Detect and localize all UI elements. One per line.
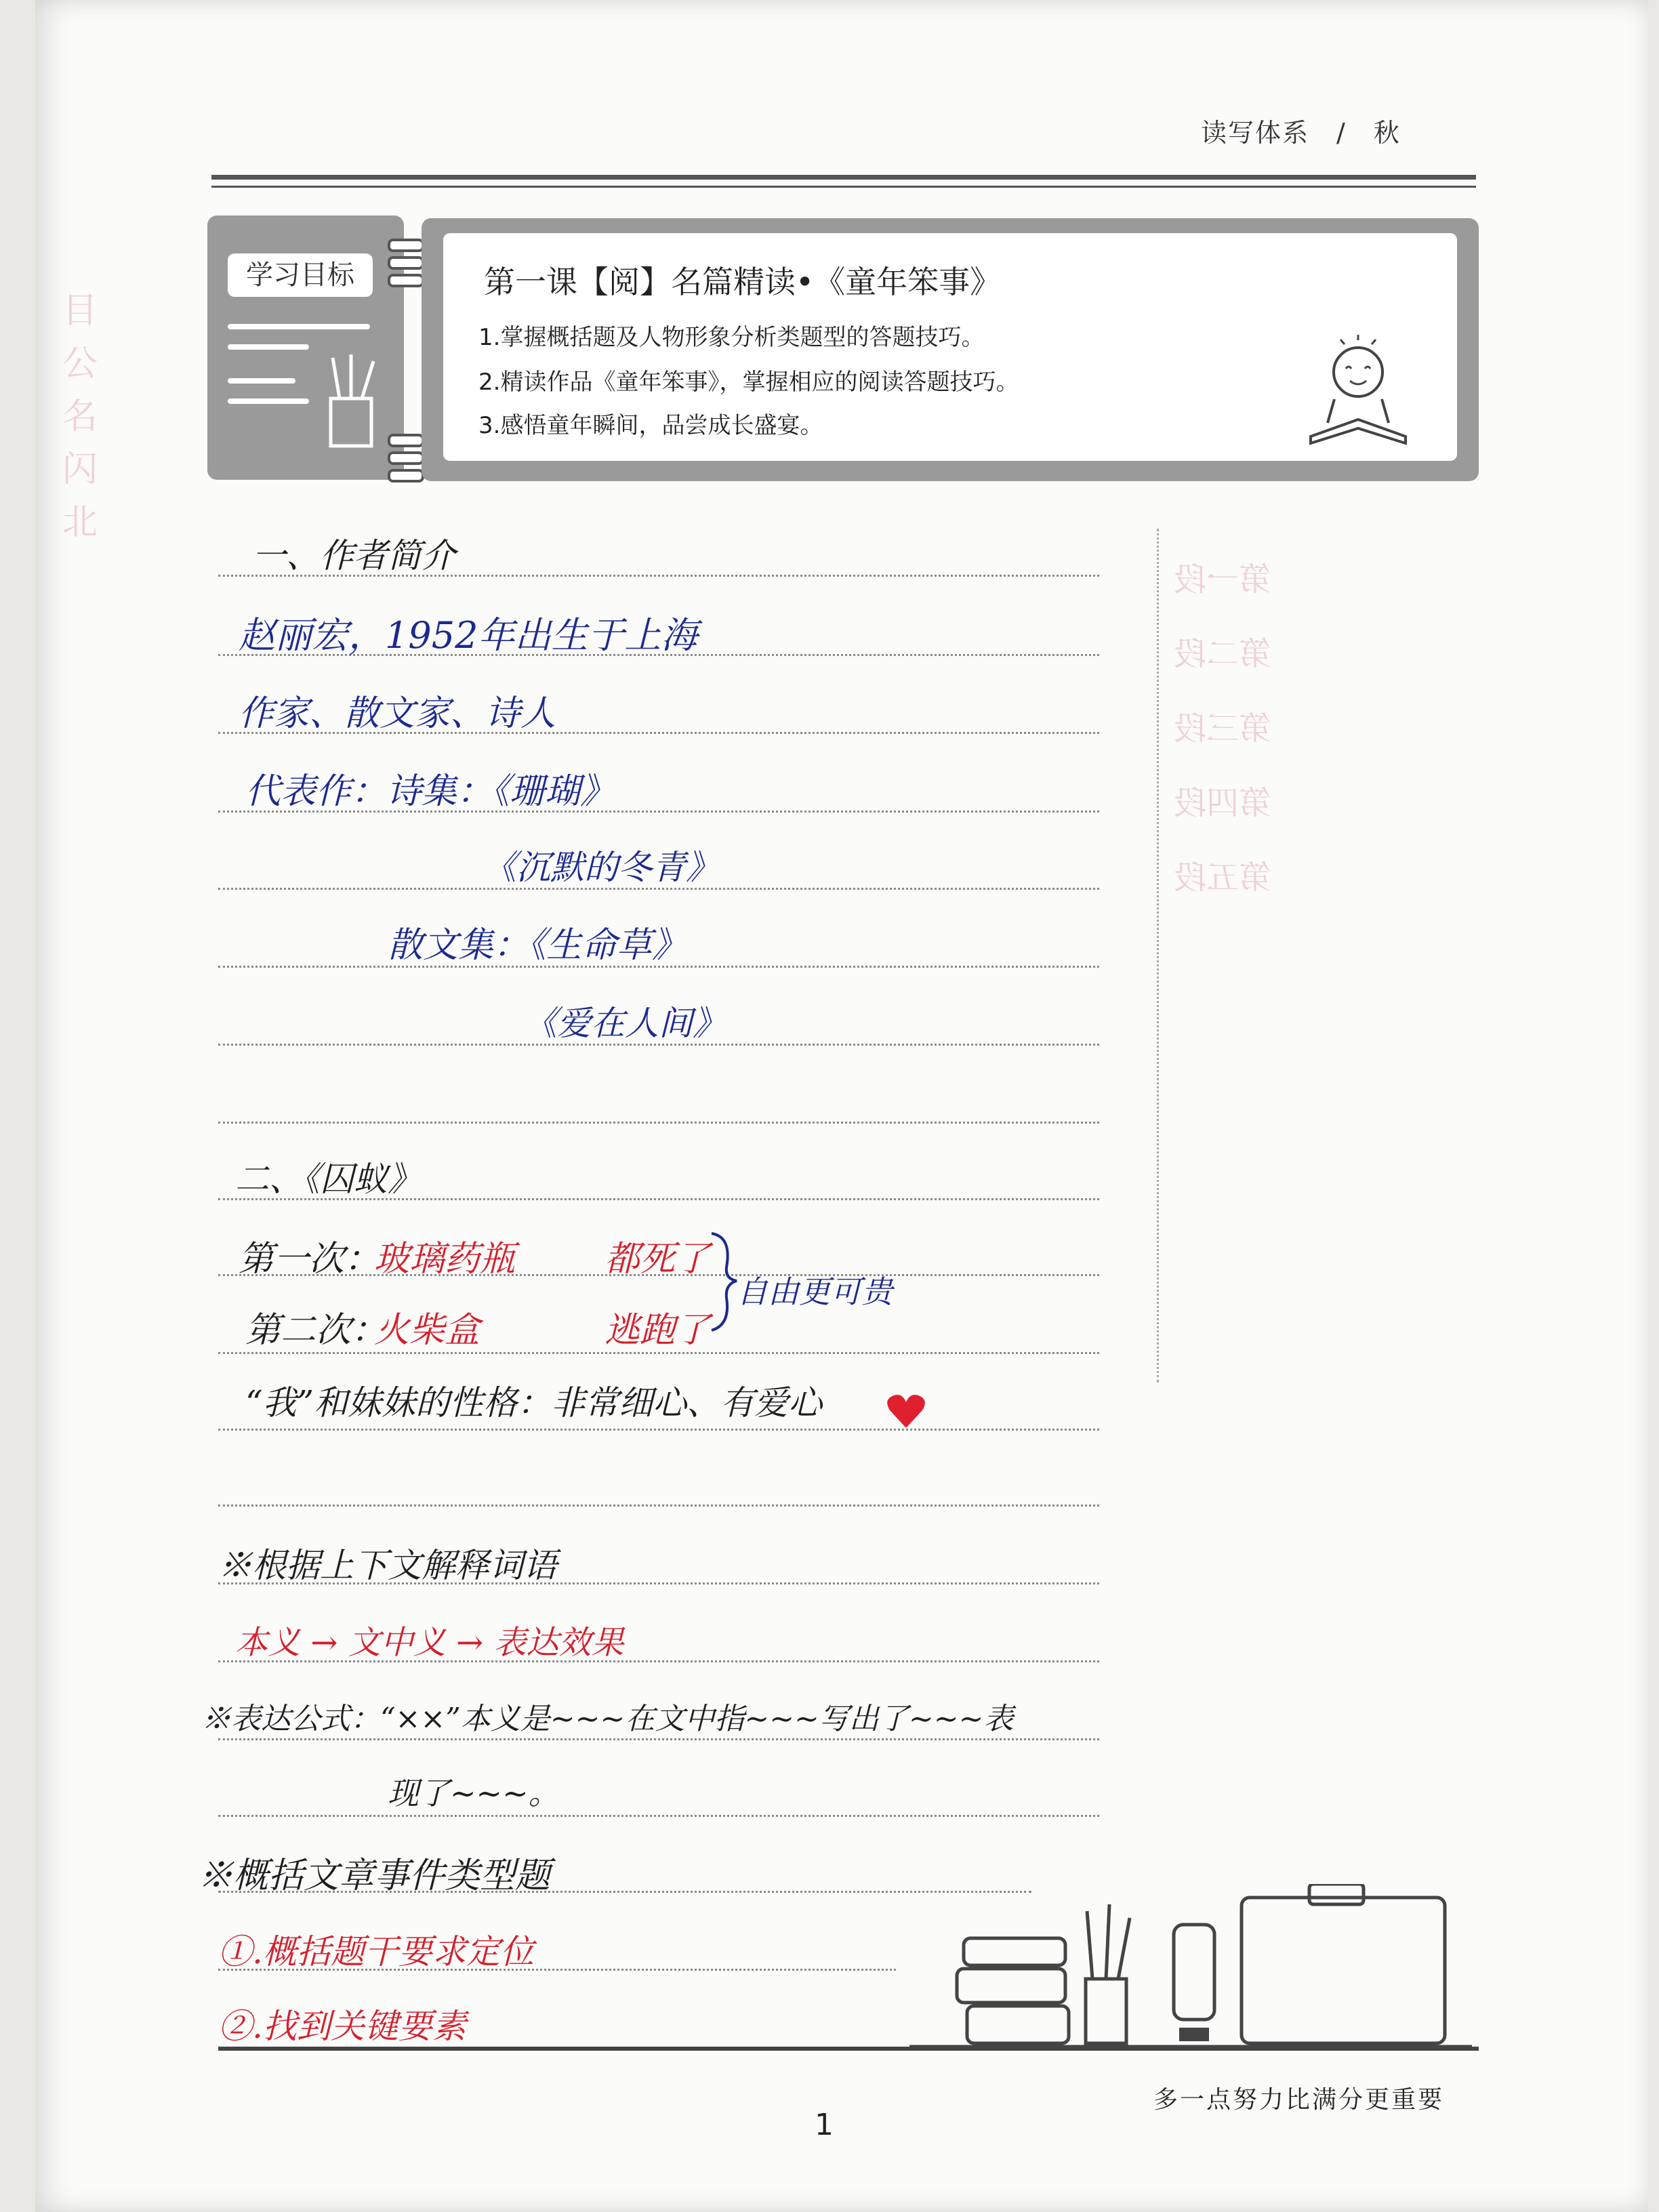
tip-formula-line1: ※表达公式：“××”本义是~~~在文中指~~~写出了~~~表 [201, 1702, 1014, 1736]
bleed-through: 目 公 名 闪 北 [62, 291, 98, 543]
works-label: 代表作：诗集： [245, 771, 493, 812]
objective-item: 3.感悟童年瞬间，品尝成长盛宴。 [478, 412, 823, 439]
page-header [1201, 112, 1401, 149]
header-slash: / [1336, 118, 1347, 148]
prose-label: 散文集： [388, 925, 529, 966]
series-name: 读写体系 [1201, 118, 1310, 148]
header-rule-thin [211, 186, 1476, 188]
brace-icon [706, 1230, 740, 1332]
column-divider [1157, 529, 1159, 1382]
step-one: ①.概括题干要求定位 [218, 1932, 534, 1971]
footer-rule [218, 2047, 1479, 2051]
lesson-title: 第一课【阅】名篇精读•《童年笨事》 [484, 264, 1002, 300]
ruled-line [218, 1815, 1099, 1817]
second-attempt-result: 逃跑了 [605, 1310, 711, 1351]
works-label-line [245, 762, 615, 813]
footer-motto: 多一点努力比满分更重要 [1153, 2086, 1445, 2114]
author-heading: 一、作者简介 [252, 536, 455, 575]
ruled-line [218, 1504, 1099, 1507]
pencil-cup-icon [316, 351, 390, 453]
ruled-line [218, 1352, 1099, 1354]
step-two: ②.找到关键要素 [218, 2007, 466, 2046]
objectives-tag: 学习目标 [228, 253, 373, 297]
objective-item: 2.精读作品《童年笨事》，掌握相应的阅读答题技巧。 [478, 369, 1019, 396]
ruled-line [218, 1429, 1099, 1431]
tip-explain-words: ※根据上下文解释词语 [218, 1546, 557, 1585]
first-attempt-label: 第一次： [239, 1239, 380, 1279]
tip-summary-type: ※概括文章事件类型题 [198, 1856, 551, 1896]
character-line [245, 1376, 822, 1425]
first-attempt-item: 玻璃药瓶 [374, 1239, 516, 1279]
tip-explain-formula: 本义 → 文中义 → 表达效果 [235, 1624, 624, 1662]
objectives-tab [207, 216, 404, 480]
poetry-title: 《沉默的冬青》 [483, 848, 720, 887]
ruled-line [218, 1122, 1099, 1124]
objectives-panel [443, 233, 1457, 461]
decor-bar [228, 378, 295, 384]
season-label: 秋 [1373, 118, 1401, 148]
page-number: 1 [815, 2108, 834, 2142]
decor-bar [228, 324, 370, 329]
bleed-through: 第一段 第二段 第三段 第四段 第五段 [1174, 560, 1272, 897]
desk-illustration [909, 1884, 1472, 2050]
freedom-conclusion: 自由更可贵 [737, 1273, 893, 1310]
character-value: 非常细心、有爱心 [551, 1383, 823, 1422]
first-attempt-result: 都死了 [605, 1239, 711, 1279]
ruled-line [218, 1738, 1099, 1740]
section2-heading: 二、《囚蚁》 [235, 1160, 422, 1199]
second-attempt-label: 第二次： [245, 1310, 387, 1351]
objective-item: 1.掌握概括题及人物形象分析类题型的答题技巧。 [478, 324, 985, 351]
objectives-card [422, 218, 1479, 481]
heart-icon [886, 1393, 926, 1430]
author-roles: 作家、散文家、诗人 [239, 693, 556, 734]
decor-bar [228, 398, 309, 404]
prose-line [388, 916, 687, 967]
poetry-title: 《珊瑚》 [492, 771, 616, 812]
reading-child-icon [1297, 335, 1419, 450]
prose-title: 《生命草》 [529, 925, 688, 966]
character-label: “我”和妹妹的性格： [245, 1383, 552, 1422]
header-rule [211, 175, 1476, 180]
second-attempt-item: 火柴盒 [374, 1310, 480, 1351]
notebook-page [35, 0, 1648, 2212]
tip-formula-line2: 现了~~~。 [388, 1775, 560, 1811]
prose-title: 《爱在人间》 [523, 1004, 726, 1043]
author-birth: 赵丽宏，1952年出生于上海 [239, 614, 698, 657]
decor-bar [228, 344, 309, 350]
